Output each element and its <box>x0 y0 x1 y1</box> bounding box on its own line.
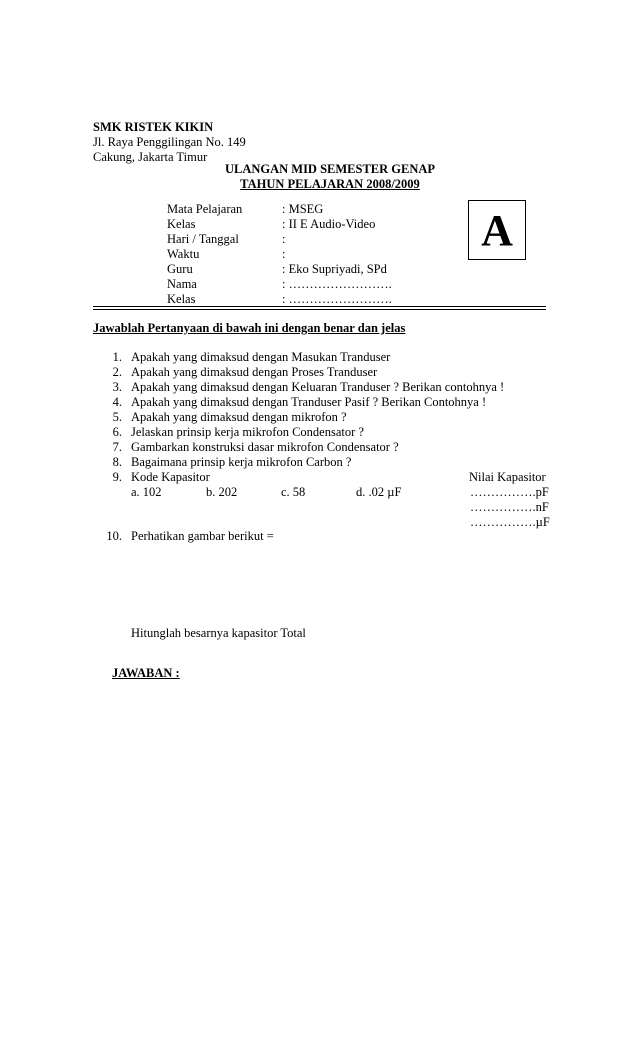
question-text: Bagaimana prinsip kerja mikrofon Carbon ? <box>131 455 352 469</box>
capacitor-code: c. 58 <box>281 485 306 499</box>
info-label: Kelas <box>167 217 196 231</box>
question-text: Perhatikan gambar berikut = <box>131 529 274 543</box>
question-number: 6. <box>112 425 122 439</box>
info-value: : <box>282 232 286 246</box>
question-text: Apakah yang dimaksud dengan Keluaran Tranduser ? Berikan contohnya ! <box>131 380 505 394</box>
exam-title: ULANGAN MID SEMESTER GENAP <box>224 162 436 176</box>
info-label: Guru <box>167 262 193 276</box>
exam-version-box: A <box>468 200 526 260</box>
question-text: Apakah yang dimaksud dengan Proses Tranduser <box>131 365 378 379</box>
info-label: Hari / Tanggal <box>167 232 239 246</box>
question-number: 5. <box>112 410 122 424</box>
info-value: : MSEG <box>282 202 324 216</box>
question-text: Apakah yang dimaksud dengan Tranduser Pasif ? Berikan Contohnya ! <box>131 395 487 409</box>
question-number: 2. <box>112 365 122 379</box>
answer-label: JAWABAN : <box>112 666 180 680</box>
question-number: 8. <box>112 455 122 469</box>
question-number: 9. <box>112 470 122 484</box>
info-value: : Eko Supriyadi, SPd <box>282 262 387 276</box>
question-text: Kode Kapasitor <box>131 470 210 484</box>
capacitor-code: a. 102 <box>131 485 162 499</box>
capacitor-code: b. 202 <box>206 485 238 499</box>
capacitor-answer: …………….pF <box>470 485 549 499</box>
question-number: 3. <box>112 380 122 394</box>
question-number: 4. <box>112 395 122 409</box>
divider-line <box>93 309 546 310</box>
instruction: Jawablah Pertanyaan di bawah ini dengan benar dan jelas <box>93 321 406 335</box>
total-capacitor-prompt: Hitunglah besarnya kapasitor Total <box>131 626 306 640</box>
question-text: Gambarkan konstruksi dasar mikrofon Condensator ? <box>131 440 399 454</box>
school-city: Cakung, Jakarta Timur <box>93 150 208 164</box>
divider-line <box>93 306 546 307</box>
school-name: SMK RISTEK KIKIN <box>93 120 214 134</box>
capacitor-value-header: Nilai Kapasitor <box>469 470 546 484</box>
capacitor-answer: …………….µF <box>470 515 550 529</box>
school-address: Jl. Raya Penggilingan No. 149 <box>93 135 246 149</box>
question-text: Apakah yang dimaksud dengan mikrofon ? <box>131 410 347 424</box>
info-label: Mata Pelajaran <box>167 202 243 216</box>
question-number: 7. <box>112 440 122 454</box>
capacitor-code: d. .02 µF <box>356 485 402 499</box>
info-value: : II E Audio-Video <box>282 217 376 231</box>
info-value: : ……………………. <box>282 292 392 306</box>
question-text: Apakah yang dimaksud dengan Masukan Tranduser <box>131 350 391 364</box>
capacitor-answer: …………….nF <box>470 500 549 514</box>
exam-year: TAHUN PELAJARAN 2008/2009 <box>240 177 420 191</box>
info-label: Waktu <box>167 247 200 261</box>
info-value: : <box>282 247 286 261</box>
question-number: 1. <box>112 350 122 364</box>
question-number: 10. <box>106 529 122 543</box>
info-value: : ……………………. <box>282 277 392 291</box>
info-label: Kelas <box>167 292 196 306</box>
info-label: Nama <box>167 277 197 291</box>
question-text: Jelaskan prinsip kerja mikrofon Condensator ? <box>131 425 364 439</box>
